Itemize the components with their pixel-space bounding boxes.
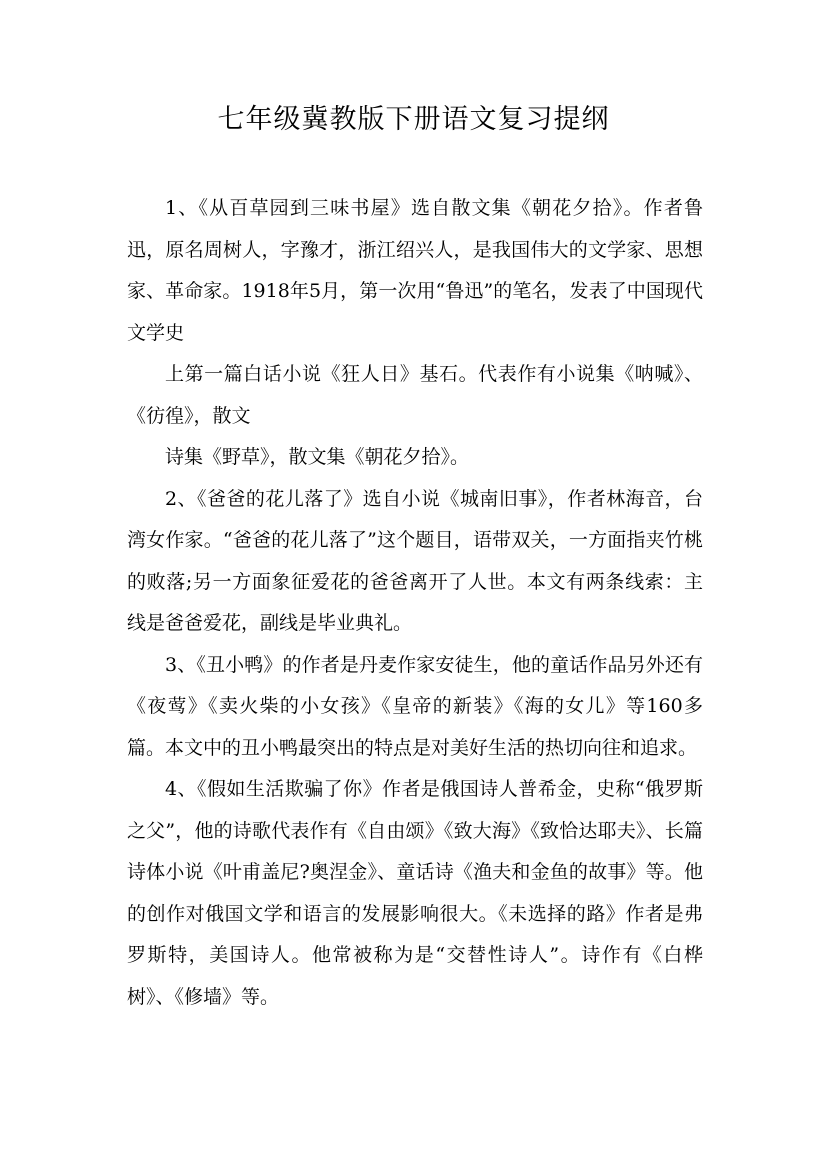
paragraph-2: 2、《爸爸的花儿落了》选自小说《城南旧事》，作者林海音，台湾女作家。“爸爸的花儿落了”这个题目，语带双关，一方面指夹竹桃的败落;另一方面象征爱花的爸爸离开了人世。本文有两条线索：主线是爸爸爱花，副线是毕业典礼。 bbox=[127, 487, 703, 634]
document-title: 七年级冀教版下册语文复习提纲 bbox=[217, 104, 610, 135]
paragraph-1-continued-a: 上第一篇白话小说《狂人日》基石。代表作有小说集《呐喊》、《彷徨》，散文 bbox=[127, 363, 703, 427]
paragraph-3: 3、《丑小鸭》的作者是丹麦作家安徒生，他的童话作品另外还有《夜莺》《卖火柴的小女孩》《皇帝的新装》《海的女儿》等160多篇。本文中的丑小鸭最突出的特点是对美好生活的热切向往和追求。 bbox=[127, 653, 703, 759]
paragraph-1-continued-b: 诗集《野草》，散文集《朝花夕拾》。 bbox=[165, 446, 470, 468]
paragraph-4: 4、《假如生活欺骗了你》作者是俄国诗人普希金，史称“俄罗斯之父”，他的诗歌代表作有《自由颂》《致大海》《致恰达耶夫》、长篇诗体小说《叶甫盖尼?奥涅金》、童话诗《渔夫和金鱼的故事》等。他的创作对俄国文学和语言的发展影响很大。《未选择的路》作者是弗罗斯特，美国诗人。他常被称为是“交替性诗人”。诗作有《白桦树》、《修墙》等。 bbox=[127, 778, 703, 1008]
paragraph-1: 1、《从百草园到三味书屋》选自散文集《朝花夕拾》。作者鲁迅，原名周树人，字豫才，浙江绍兴人，是我国伟大的文学家、思想家、革命家。1918年5月，第一次用“鲁迅”的笔名，发表了中国现代文学史 bbox=[127, 197, 703, 344]
document-body bbox=[127, 188, 703, 1018]
